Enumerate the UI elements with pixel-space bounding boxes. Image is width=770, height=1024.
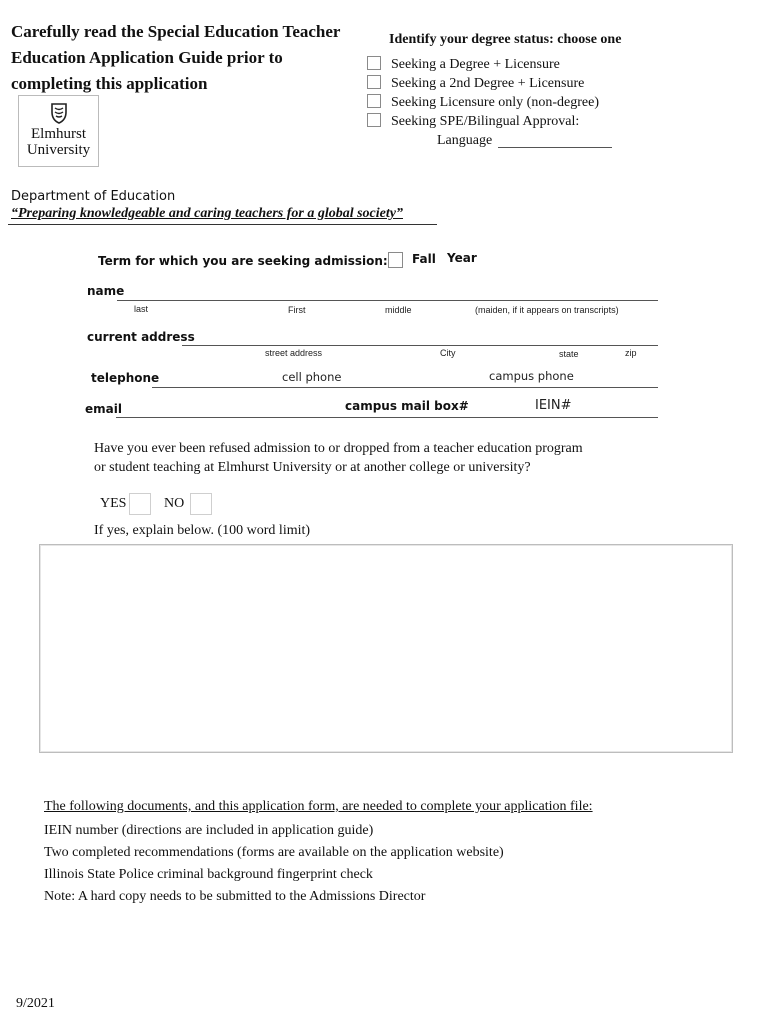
email-label: email <box>85 402 122 416</box>
title-line: Carefully read the Special Education Teacher <box>11 22 341 41</box>
yes-checkbox[interactable] <box>129 493 151 515</box>
address-label: current address <box>87 330 195 344</box>
list-item: Note: A hard copy needs to be submitted to the Admissions Director <box>44 889 426 904</box>
degree-option[interactable] <box>367 55 667 74</box>
list-item: IEIN number (directions are included in application guide) <box>44 823 374 838</box>
department-name: Department of Education <box>11 189 176 204</box>
campus-phone-label: campus phone <box>489 369 574 383</box>
degree-option[interactable] <box>367 93 667 112</box>
degree-option-checkbox[interactable] <box>367 56 381 70</box>
email-field[interactable] <box>116 417 658 418</box>
degree-option-checkbox[interactable] <box>367 75 381 89</box>
refusal-question <box>94 439 694 477</box>
name-label: name <box>87 284 125 298</box>
address-sub-street: street address <box>265 348 323 358</box>
address-sub-zip: zip <box>625 348 637 358</box>
degree-option-checkbox[interactable] <box>367 94 381 108</box>
degree-status-heading: Identify your degree status: choose one <box>389 32 622 47</box>
degree-option-checkbox[interactable] <box>367 113 381 127</box>
degree-option-label: Seeking Licensure only (non-degree) <box>391 95 599 110</box>
list-item: Illinois State Police criminal background fingerprint check <box>44 867 373 882</box>
degree-status-options <box>367 55 667 131</box>
term-label: Term for which you are seeking admission: <box>98 254 388 268</box>
fall-checkbox[interactable] <box>388 252 403 268</box>
cell-phone-label: cell phone <box>282 370 342 384</box>
telephone-field[interactable] <box>152 387 658 388</box>
refusal-question-line: Have you ever been refused admission to or dropped from a teacher education program <box>94 441 583 456</box>
degree-option-label: Seeking a 2nd Degree + Licensure <box>391 76 585 91</box>
documents-list <box>44 820 504 908</box>
title-line: Education Application Guide prior to <box>11 48 283 67</box>
revision-date: 9/2021 <box>16 996 55 1011</box>
year-label: Year <box>447 251 477 265</box>
telephone-label: telephone <box>91 371 160 385</box>
address-sub-state: state <box>559 349 579 359</box>
name-sub-middle: middle <box>385 305 412 315</box>
degree-option[interactable] <box>367 74 667 93</box>
list-item: Two completed recommendations (forms are available on the application website) <box>44 845 504 860</box>
name-sub-maiden: (maiden, if it appears on transcripts) <box>475 305 619 315</box>
department-motto: “Preparing knowledgeable and caring teachers for a global society” <box>11 206 403 221</box>
degree-option-label: Seeking a Degree + Licensure <box>391 57 560 72</box>
address-field[interactable] <box>182 345 658 346</box>
degree-option[interactable] <box>367 112 667 131</box>
explanation-textarea[interactable] <box>39 544 733 753</box>
refusal-question-line: or student teaching at Elmhurst University or at another college or university? <box>94 460 531 475</box>
university-crest-icon <box>48 102 70 124</box>
fall-label: Fall <box>412 252 436 266</box>
motto-divider <box>8 224 437 225</box>
page-title <box>11 19 356 97</box>
no-checkbox[interactable] <box>190 493 212 515</box>
name-sub-first: First <box>288 305 306 315</box>
degree-option-label: Seeking SPE/Bilingual Approval: <box>391 114 580 129</box>
title-line: completing this application <box>11 74 208 93</box>
university-logo <box>18 95 99 167</box>
address-sub-city: City <box>440 348 456 358</box>
language-field[interactable] <box>498 147 612 148</box>
language-label: Language <box>437 133 493 148</box>
documents-heading: The following documents, and this application form, are needed to complete your application file: <box>44 799 593 814</box>
explain-label: If yes, explain below. (100 word limit) <box>94 523 311 538</box>
no-label: NO <box>164 496 185 511</box>
name-sub-last: last <box>134 304 149 314</box>
yes-label: YES <box>100 496 127 511</box>
mailbox-label: campus mail box# <box>345 399 469 413</box>
iein-label: IEIN# <box>535 398 572 413</box>
logo-text-line2: University <box>26 142 91 158</box>
name-field[interactable] <box>117 300 658 301</box>
logo-text-line1: Elmhurst <box>31 126 86 142</box>
